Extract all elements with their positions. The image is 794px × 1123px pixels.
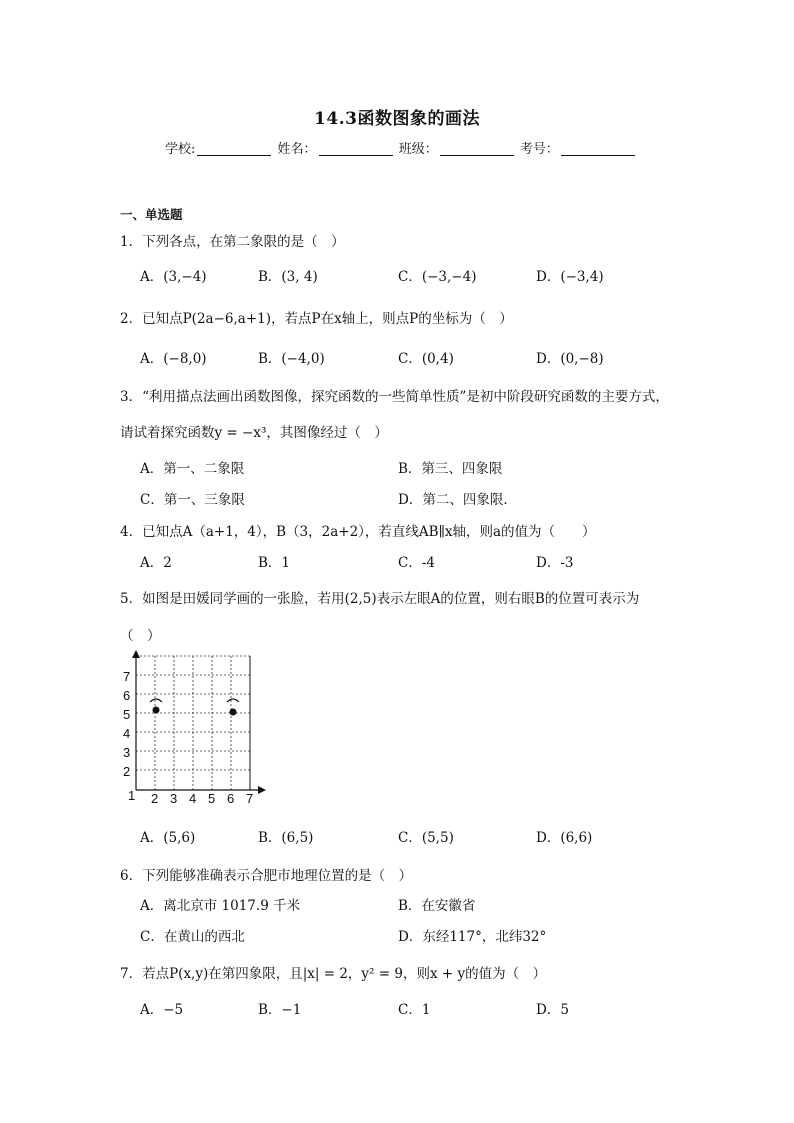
y-tick-6: 6	[123, 688, 131, 703]
q3-option-b: B．第三、四象限	[398, 461, 503, 477]
q1-option-c: C．(−3,−4)	[398, 269, 477, 285]
q4-option-c: C．-4	[398, 555, 435, 571]
face-grid-svg	[118, 650, 283, 810]
question-2: 2．已知点P(2a−6,a+1)，若点P在x轴上，则点P的坐标为（ ）	[120, 311, 513, 327]
q6-option-c: C．在黄山的西北	[140, 929, 245, 945]
q6-option-a: A．离北京市 1017.9 千米	[140, 898, 301, 914]
name-blank[interactable]	[319, 141, 393, 156]
number-label: 考号：	[519, 142, 559, 157]
q1-option-d: D．(−3,4)	[536, 269, 604, 285]
q7-option-d: D．5	[536, 1002, 569, 1018]
x-axis-arrow	[258, 786, 266, 794]
section-heading: 一、单选题	[120, 207, 183, 222]
q2-option-c: C．(0,4)	[398, 351, 454, 367]
q3-option-c: C．第一、三象限	[140, 492, 245, 508]
name-label: 姓名：	[277, 142, 317, 157]
face-grid-figure	[118, 650, 283, 814]
q1-option-b: B．(3, 4)	[258, 269, 318, 285]
x-tick-3: 3	[170, 791, 178, 806]
question-1: 1．下列各点，在第二象限的是（ ）	[120, 234, 345, 250]
question-3: 3．“利用描点法画出函数图像，探究函数的一些简单性质”是初中阶段研究函数的主要方式，	[120, 389, 669, 405]
right-eyebrow	[227, 699, 239, 702]
right-eye-dot	[230, 709, 237, 716]
class-blank[interactable]	[440, 141, 514, 156]
q6-option-d: D．东经117°，北纬32°	[398, 929, 547, 945]
x-tick-7: 7	[246, 791, 254, 806]
y-tick-5: 5	[123, 707, 131, 722]
q7-option-b: B．−1	[258, 1002, 302, 1018]
q5-option-a: A．(5,6)	[140, 830, 196, 846]
q4-option-d: D．-3	[536, 555, 574, 571]
question-3-line-2: 请试着探究函数y = −x³，其图像经过（ ）	[120, 425, 388, 441]
y-tick-4: 4	[123, 726, 131, 741]
number-blank[interactable]	[561, 141, 635, 156]
q5-option-b: B．(6,5)	[258, 830, 314, 846]
question-5: 5．如图是田媛同学画的一张脸，若用(2,5)表示左眼A的位置，则右眼B的位置可表示为	[120, 591, 640, 607]
y-tick-3: 3	[123, 745, 131, 760]
question-6: 6．下列能够准确表示合肥市地理位置的是（ ）	[120, 868, 413, 884]
q5-option-c: C．(5,5)	[398, 830, 454, 846]
y-axis-arrow	[132, 650, 140, 658]
q1-option-a: A．(3,−4)	[140, 269, 207, 285]
y-tick-7: 7	[123, 669, 131, 684]
y-tick-2: 2	[123, 764, 131, 779]
page-title: 14.3函数图象的画法	[314, 109, 480, 129]
q7-option-a: A．−5	[140, 1002, 184, 1018]
x-tick-5: 5	[208, 791, 216, 806]
grid-lines	[136, 656, 250, 790]
left-eyebrow	[150, 699, 162, 702]
question-4: 4．已知点A（a+1，4），B（3，2a+2），若直线AB∥x轴，则a的值为（ ）	[120, 524, 596, 540]
q2-option-d: D．(0,−8)	[536, 351, 604, 367]
x-tick-1: 1	[128, 788, 136, 803]
q2-option-b: B．(−4,0)	[258, 351, 325, 367]
q3-option-d: D．第二、四象限.	[398, 492, 508, 508]
q4-option-b: B．1	[258, 555, 291, 571]
q4-option-a: A．2	[140, 555, 172, 571]
q5-option-d: D．(6,6)	[536, 830, 593, 846]
q3-option-a: A．第一、二象限	[140, 461, 245, 477]
q6-option-b: B．在安徽省	[398, 898, 476, 914]
left-eye-dot	[153, 707, 160, 714]
x-tick-2: 2	[151, 791, 159, 806]
question-7: 7．若点P(x,y)在第四象限，且|x| = 2，y² = 9，则x + y的值为（ ）	[120, 966, 547, 982]
school-label: 学校:	[165, 142, 196, 157]
q2-option-a: A．(−8,0)	[140, 351, 207, 367]
class-label: 班级：	[398, 142, 438, 157]
school-blank[interactable]	[197, 141, 271, 156]
x-tick-6: 6	[227, 791, 235, 806]
q7-option-c: C．1	[398, 1002, 431, 1018]
question-5-line-2: （ ）	[120, 628, 161, 644]
student-info-line	[165, 138, 637, 157]
x-tick-4: 4	[189, 791, 197, 806]
